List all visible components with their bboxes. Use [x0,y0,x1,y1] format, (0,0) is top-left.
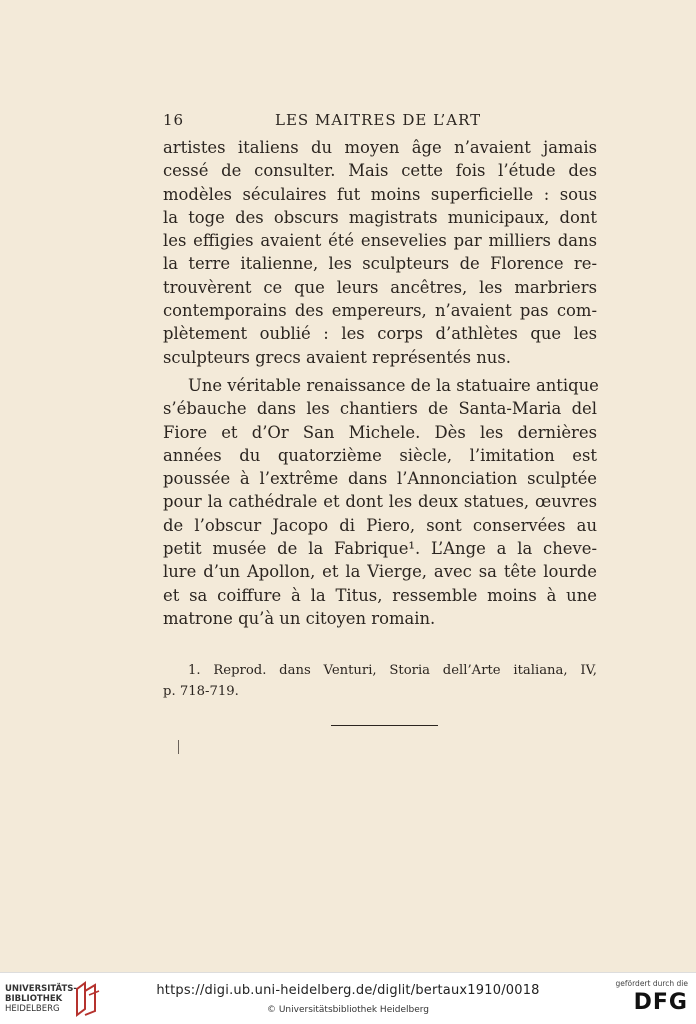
permalink-url[interactable]: https://digi.ub.uni-heidelberg.de/diglit/bertaux1910/0018 [156,983,540,998]
page-number: 16 [163,111,185,129]
text-line: sculpteurs grecs avaient représentés nus. [163,347,511,367]
logo-line: HEIDELBERG [5,1004,60,1014]
text-line: modèles séculaires fut moins superficielle : sous [163,184,597,204]
dfg-logo[interactable] [608,979,688,1019]
text-line: Fiore et d’Or San Michele. Dès les dernières [163,422,597,442]
text-line: années du quatorzième siècle, l’imitation est [163,445,597,465]
text-line: pour la cathédrale et dont les deux statues, œuvres [163,492,597,512]
text-line: contemporains des empereurs, n’avaient pas com- [163,301,597,321]
text-line: Une véritable renaissance de la statuaire antique [188,375,599,395]
logo-line: UNIVERSITÄTS- [5,984,77,994]
text-line: lure d’un Apollon, et la Vierge, avec sa tête lourde [163,562,597,582]
scan-mark [178,740,179,754]
footnote-line: p. 718-719. [163,684,239,699]
dfg-wordmark: DFG [633,990,688,1015]
body-text [163,136,597,630]
footnote [163,660,597,702]
viewer-footer-bar [0,972,696,1024]
dfg-caption: gefördert durch die [615,979,688,988]
text-line: s’ébauche dans les chantiers de Santa-Maria del [163,399,597,419]
text-line: matrone qu’à un citoyen romain. [163,608,436,628]
footnote-line: 1. Reprod. dans Venturi, Storia dell’Arte italiana, IV, [188,663,597,678]
copyright-notice: © Universitätsbibliothek Heidelberg [266,1005,429,1015]
text-line: poussée à l’extrême dans l’Annonciation sculptée [163,469,597,489]
text-line: de l’obscur Jacopo di Piero, sont conservées au [163,515,597,535]
divider-rule [331,725,438,726]
logo-line: BIBLIOTHEK [5,994,63,1004]
running-title: LES MAITRES DE L’ART [275,111,482,129]
text-line: et sa coiffure à la Titus, ressemble moins à une [163,585,597,605]
text-line: cessé de consulter. Mais cette fois l’étude des [163,161,597,181]
text-line: les effigies avaient été ensevelies par milliers dans [163,231,597,251]
page-header [163,111,598,133]
text-line: la terre italienne, les sculpteurs de Florence re- [163,254,597,274]
text-line: la toge des obscurs magistrats municipaux, dont [163,207,597,227]
text-line: trouvèrent ce que leurs ancêtres, les marbriers [163,277,597,297]
text-line: petit musée de la Fabrique¹. L’Ange a la cheve- [163,539,597,559]
text-line: artistes italiens du moyen âge n’avaient jamais [163,138,597,157]
text-line: plètement oublié : les corps d’athlètes que les [163,324,597,344]
